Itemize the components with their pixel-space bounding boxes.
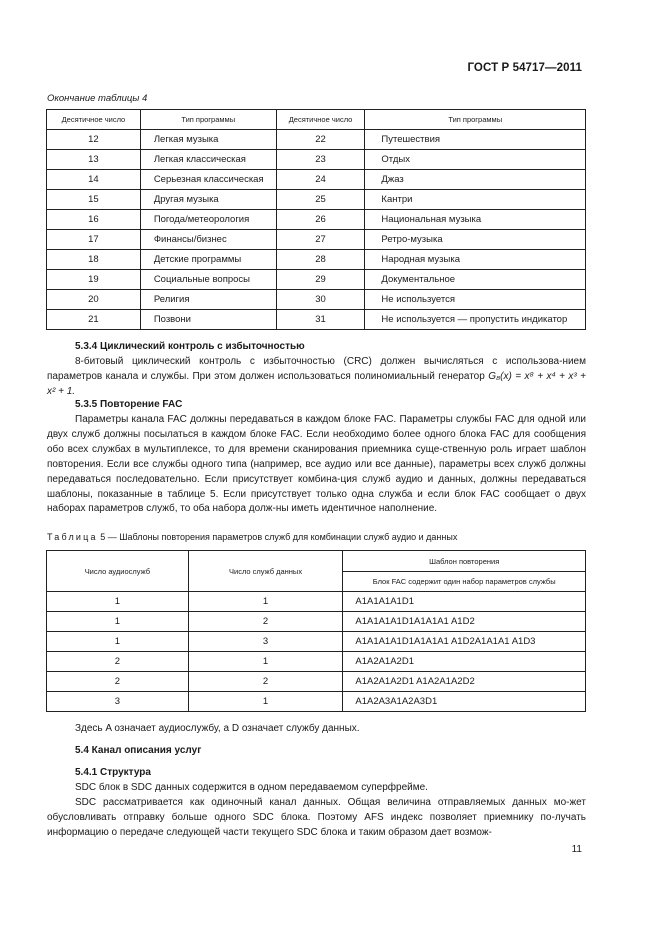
decimal-cell: 18 [47,250,141,270]
program-type-cell: Другая музыка [140,190,276,210]
header-pattern-sub: Блок FAC содержит один набор параметров службы [343,572,586,592]
table-row [47,612,586,632]
section-5-4-1-text [47,781,586,841]
table5-title: 5 — Шаблоны повторения параметров служб для комбинации служб аудио и данных [100,532,458,542]
program-type-table [46,109,586,330]
program-type-cell: Религия [140,290,276,310]
pattern-cell: A1A2A1A2D1 [343,652,586,672]
program-type-cell: Социальные вопросы [140,270,276,290]
table-row [47,150,586,170]
program-type-cell: Кантри [365,190,586,210]
table-row [47,672,586,692]
program-type-cell: Народная музыка [365,250,586,270]
program-type-cell: Легкая музыка [140,130,276,150]
data-count-cell: 3 [188,632,343,652]
header-decimal-1: Десятичное число [47,110,141,130]
header-type-1: Тип программы [140,110,276,130]
table-row [47,170,586,190]
table-row [47,270,586,290]
pattern-cell: A1A2A3A1A2A3D1 [343,692,586,712]
sdc-paragraph-1: SDC блок в SDC данных содержится в одном передаваемом суперфрейме. [75,782,428,793]
pattern-cell: A1A2A1A2D1 A1A2A1A2D2 [343,672,586,692]
program-type-cell: Не используется — пропустить индикатор [365,310,586,330]
decimal-cell: 30 [276,290,365,310]
decimal-cell: 13 [47,150,141,170]
sdc-paragraph-2: SDC рассматривается как одиночный канал данных. Общая величина отправляемых данных мо-жет обусловливать отправку больше одного SDC блока. Поэтому AFS индекс позволяет приемнику по-лучать информацию о передаче следующей части текущего SDC блока и таким образом дает возмож- [47,796,586,838]
decimal-cell: 12 [47,130,141,150]
header-data-count: Число служб данных [188,551,343,592]
section-5-4-1-title: 5.4.1 Структура [75,767,151,778]
table5-caption [47,532,457,542]
decimal-cell: 19 [47,270,141,290]
pattern-cell: A1A1A1A1D1A1A1A1 A1D2 [343,612,586,632]
program-type-cell: Национальная музыка [365,210,586,230]
table5-note: Здесь A означает аудиослужбу, а D означает службу данных. [75,723,360,734]
decimal-cell: 28 [276,250,365,270]
audio-count-cell: 3 [47,692,189,712]
decimal-cell: 14 [47,170,141,190]
section-5-3-4-text [47,355,586,400]
table-row [47,250,586,270]
table-row [47,652,586,672]
decimal-cell: 20 [47,290,141,310]
audio-count-cell: 1 [47,612,189,632]
decimal-cell: 16 [47,210,141,230]
decimal-cell: 21 [47,310,141,330]
section-5-4-title: 5.4 Канал описания услуг [75,745,202,756]
data-count-cell: 1 [188,652,343,672]
program-type-cell: Погода/метеорология [140,210,276,230]
decimal-cell: 17 [47,230,141,250]
program-type-cell: Не используется [365,290,586,310]
section-5-3-4-title: 5.3.4 Циклический контроль с избыточностью [75,341,305,352]
program-type-cell: Джаз [365,170,586,190]
data-count-cell: 1 [188,592,343,612]
program-type-cell: Детские программы [140,250,276,270]
table-row [47,592,586,612]
program-type-cell: Позвони [140,310,276,330]
program-type-cell: Отдых [365,150,586,170]
table5-note-block [47,722,586,737]
audio-count-cell: 2 [47,652,189,672]
fac-paragraph: Параметры канала FAC должны передаваться в каждом блоке FAC. Параметры службы FAC для одной или двух служб должны посылаться в каждом блоке FAC. Если необходимо более одного блока FAC для сообщения обо всех службах в мультиплексе, то для времени сканирования приемника суще-ственную роль играет шаблон повторения. Если все службы одного типа (например, все аудио или все данные), параметры всех служб должны передаваться последовательно. Если присутствует комбина-ция служб аудио и данных, должны передаваться шаблоны, показанные в таблице 5. Если присутствует только одна служба и если блок FAC сообщает о двух наборах параметров служб, то оба набора долж-ны иметь идентичное наполнение. [47,414,586,515]
decimal-cell: 31 [276,310,365,330]
audio-count-cell: 2 [47,672,189,692]
header-decimal-2: Десятичное число [276,110,365,130]
program-type-cell: Финансы/бизнес [140,230,276,250]
table-header-row [47,110,586,130]
audio-count-cell: 1 [47,592,189,612]
decimal-cell: 22 [276,130,365,150]
table-row [47,310,586,330]
header-type-2: Тип программы [365,110,586,130]
program-type-cell: Путешествия [365,130,586,150]
header-pattern: Шаблон повторения [343,551,586,572]
decimal-cell: 25 [276,190,365,210]
decimal-cell: 15 [47,190,141,210]
data-count-cell: 2 [188,672,343,692]
table-row [47,130,586,150]
table-row [47,210,586,230]
crc-formula: G₈(x) = x⁸ + x⁴ + x³ + x² + 1. [47,370,586,397]
data-count-cell: 1 [188,692,343,712]
program-type-cell: Ретро-музыка [365,230,586,250]
pattern-cell: A1A1A1A1D1 [343,592,586,612]
header-audio-count: Число аудиослужб [47,551,189,592]
pattern-cell: A1A1A1A1D1A1A1A1 A1D2A1A1A1 A1D3 [343,632,586,652]
decimal-cell: 24 [276,170,365,190]
crc-paragraph: 8-битовый циклический контроль с избыточностью (CRC) должен вычисляться с использова-нием параметров канала и службы. При этом должен использоваться полиномиальный генератор [47,356,586,382]
audio-count-cell: 1 [47,632,189,652]
table-row [47,290,586,310]
program-type-cell: Легкая классическая [140,150,276,170]
program-type-cell: Документальное [365,270,586,290]
table-row [47,190,586,210]
table-row [47,230,586,250]
table-row [47,692,586,712]
repeat-pattern-table [46,550,586,712]
table4-caption: Окончание таблицы 4 [47,93,148,104]
program-type-cell: Серьезная классическая [140,170,276,190]
document-code: ГОСТ Р 54717—2011 [467,62,582,74]
table-header-row [47,551,586,572]
decimal-cell: 29 [276,270,365,290]
section-5-3-5-title: 5.3.5 Повторение FAC [75,399,183,410]
decimal-cell: 26 [276,210,365,230]
page-number: 11 [571,844,582,855]
decimal-cell: 23 [276,150,365,170]
table5-label: Таблица [47,532,98,542]
decimal-cell: 27 [276,230,365,250]
table-row [47,632,586,652]
data-count-cell: 2 [188,612,343,632]
section-5-3-5-text [47,413,586,517]
